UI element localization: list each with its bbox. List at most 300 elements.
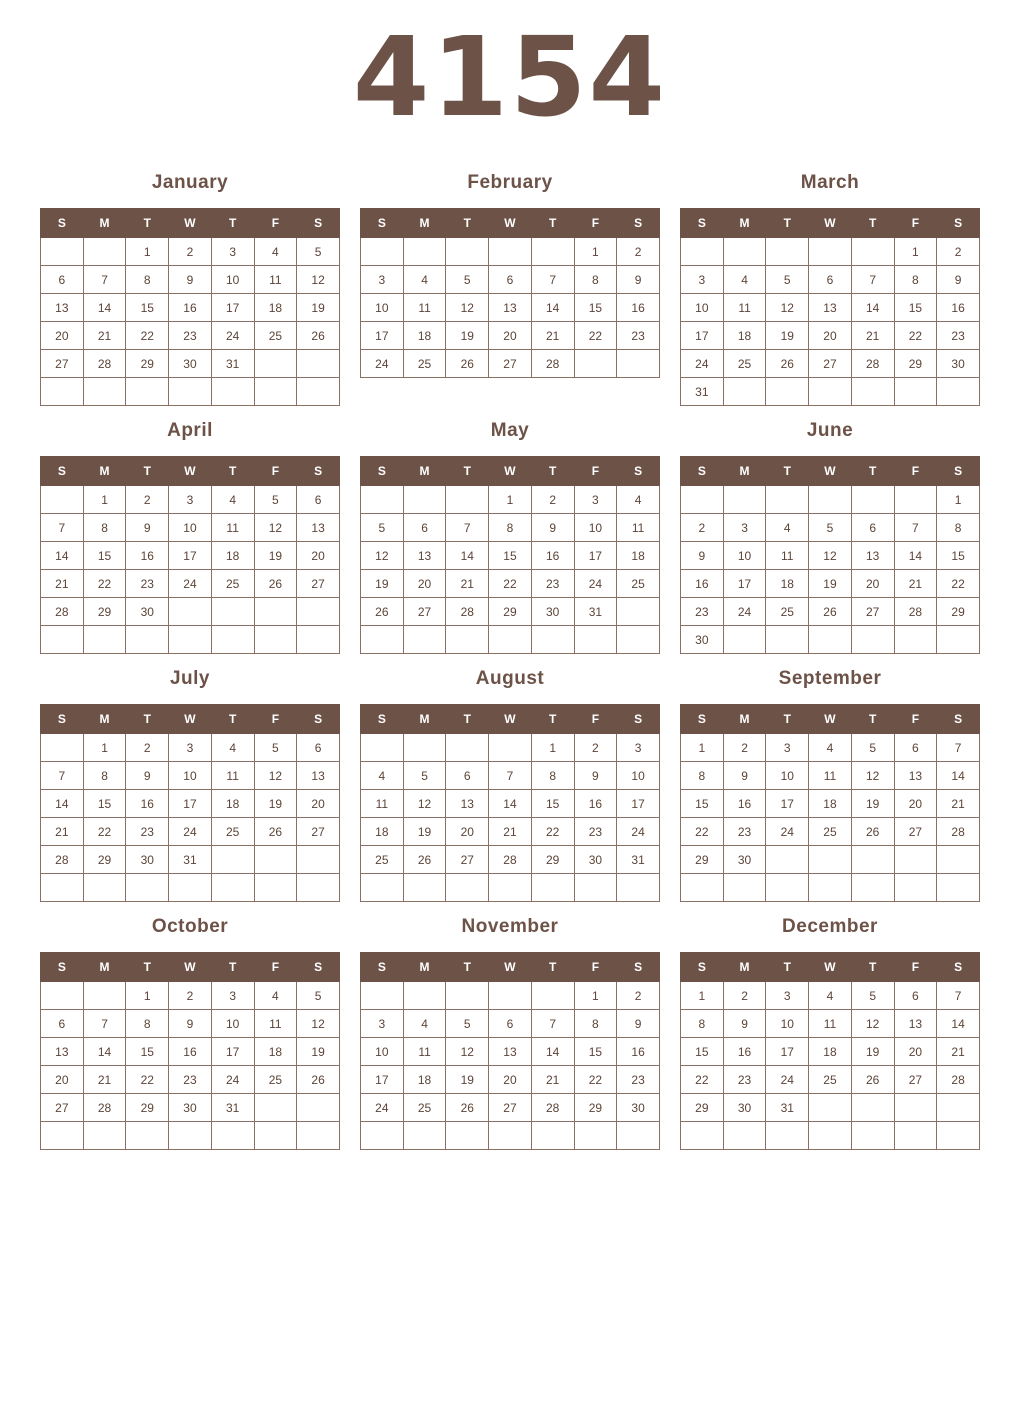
day-cell[interactable]: 21 — [489, 818, 532, 846]
day-cell[interactable]: 16 — [126, 542, 169, 570]
day-cell[interactable]: 24 — [574, 570, 617, 598]
day-cell[interactable]: 6 — [894, 982, 937, 1010]
day-cell[interactable]: 14 — [489, 790, 532, 818]
day-cell[interactable]: 4 — [254, 982, 297, 1010]
day-cell[interactable]: 31 — [211, 350, 254, 378]
day-cell[interactable]: 8 — [574, 1010, 617, 1038]
day-cell[interactable]: 9 — [531, 514, 574, 542]
day-cell[interactable]: 8 — [489, 514, 532, 542]
day-cell[interactable]: 29 — [489, 598, 532, 626]
day-cell[interactable]: 10 — [766, 762, 809, 790]
day-cell[interactable]: 8 — [681, 762, 724, 790]
day-cell[interactable]: 15 — [83, 542, 126, 570]
day-cell[interactable]: 13 — [809, 294, 852, 322]
day-cell[interactable]: 10 — [681, 294, 724, 322]
day-cell[interactable]: 31 — [766, 1094, 809, 1122]
day-cell[interactable]: 6 — [41, 266, 84, 294]
day-cell[interactable]: 9 — [681, 542, 724, 570]
day-cell[interactable]: 13 — [851, 542, 894, 570]
day-cell[interactable]: 30 — [531, 598, 574, 626]
day-cell[interactable]: 4 — [403, 1010, 446, 1038]
day-cell[interactable]: 14 — [937, 1010, 980, 1038]
day-cell[interactable]: 8 — [894, 266, 937, 294]
day-cell[interactable]: 18 — [211, 542, 254, 570]
day-cell[interactable]: 19 — [446, 1066, 489, 1094]
day-cell[interactable]: 6 — [851, 514, 894, 542]
day-cell[interactable]: 17 — [681, 322, 724, 350]
day-cell[interactable]: 8 — [126, 1010, 169, 1038]
day-cell[interactable]: 25 — [723, 350, 766, 378]
day-cell[interactable]: 6 — [41, 1010, 84, 1038]
day-cell[interactable]: 11 — [403, 294, 446, 322]
day-cell[interactable]: 14 — [531, 1038, 574, 1066]
day-cell[interactable]: 18 — [809, 1038, 852, 1066]
day-cell[interactable]: 18 — [211, 790, 254, 818]
day-cell[interactable]: 15 — [126, 1038, 169, 1066]
day-cell[interactable]: 26 — [254, 570, 297, 598]
day-cell[interactable]: 1 — [489, 486, 532, 514]
day-cell[interactable]: 12 — [446, 1038, 489, 1066]
day-cell[interactable]: 2 — [169, 238, 212, 266]
day-cell[interactable]: 12 — [361, 542, 404, 570]
day-cell[interactable]: 2 — [937, 238, 980, 266]
day-cell[interactable]: 2 — [574, 734, 617, 762]
day-cell[interactable]: 11 — [723, 294, 766, 322]
day-cell[interactable]: 25 — [403, 350, 446, 378]
day-cell[interactable]: 2 — [723, 982, 766, 1010]
day-cell[interactable]: 10 — [617, 762, 660, 790]
day-cell[interactable]: 11 — [809, 1010, 852, 1038]
day-cell[interactable]: 14 — [851, 294, 894, 322]
day-cell[interactable]: 7 — [531, 266, 574, 294]
day-cell[interactable]: 13 — [894, 1010, 937, 1038]
day-cell[interactable]: 4 — [809, 982, 852, 1010]
day-cell[interactable]: 26 — [361, 598, 404, 626]
day-cell[interactable]: 20 — [489, 1066, 532, 1094]
day-cell[interactable]: 22 — [574, 322, 617, 350]
day-cell[interactable]: 16 — [169, 1038, 212, 1066]
day-cell[interactable]: 8 — [531, 762, 574, 790]
day-cell[interactable]: 29 — [894, 350, 937, 378]
day-cell[interactable]: 2 — [617, 982, 660, 1010]
day-cell[interactable]: 19 — [446, 322, 489, 350]
day-cell[interactable]: 27 — [403, 598, 446, 626]
day-cell[interactable]: 15 — [531, 790, 574, 818]
day-cell[interactable]: 26 — [809, 598, 852, 626]
day-cell[interactable]: 16 — [531, 542, 574, 570]
day-cell[interactable]: 28 — [83, 1094, 126, 1122]
day-cell[interactable]: 8 — [574, 266, 617, 294]
day-cell[interactable]: 21 — [41, 818, 84, 846]
day-cell[interactable]: 23 — [937, 322, 980, 350]
day-cell[interactable]: 15 — [894, 294, 937, 322]
day-cell[interactable]: 2 — [617, 238, 660, 266]
day-cell[interactable]: 10 — [361, 294, 404, 322]
day-cell[interactable]: 5 — [446, 266, 489, 294]
day-cell[interactable]: 12 — [851, 762, 894, 790]
day-cell[interactable]: 20 — [41, 1066, 84, 1094]
day-cell[interactable]: 16 — [169, 294, 212, 322]
day-cell[interactable]: 7 — [41, 514, 84, 542]
day-cell[interactable]: 23 — [169, 322, 212, 350]
day-cell[interactable]: 29 — [83, 598, 126, 626]
day-cell[interactable]: 30 — [126, 846, 169, 874]
day-cell[interactable]: 6 — [489, 1010, 532, 1038]
day-cell[interactable]: 11 — [211, 514, 254, 542]
day-cell[interactable]: 15 — [574, 294, 617, 322]
day-cell[interactable]: 24 — [169, 570, 212, 598]
day-cell[interactable]: 28 — [531, 1094, 574, 1122]
day-cell[interactable]: 16 — [617, 294, 660, 322]
day-cell[interactable]: 13 — [446, 790, 489, 818]
day-cell[interactable]: 30 — [574, 846, 617, 874]
day-cell[interactable]: 31 — [617, 846, 660, 874]
day-cell[interactable]: 25 — [254, 322, 297, 350]
day-cell[interactable]: 11 — [211, 762, 254, 790]
day-cell[interactable]: 26 — [851, 818, 894, 846]
day-cell[interactable]: 30 — [169, 1094, 212, 1122]
day-cell[interactable]: 4 — [766, 514, 809, 542]
day-cell[interactable]: 6 — [403, 514, 446, 542]
day-cell[interactable]: 13 — [297, 762, 340, 790]
day-cell[interactable]: 25 — [361, 846, 404, 874]
day-cell[interactable]: 31 — [574, 598, 617, 626]
day-cell[interactable]: 25 — [809, 1066, 852, 1094]
day-cell[interactable]: 17 — [169, 790, 212, 818]
day-cell[interactable]: 24 — [211, 1066, 254, 1094]
day-cell[interactable]: 28 — [851, 350, 894, 378]
day-cell[interactable]: 26 — [446, 350, 489, 378]
day-cell[interactable]: 18 — [809, 790, 852, 818]
day-cell[interactable]: 17 — [361, 1066, 404, 1094]
day-cell[interactable]: 17 — [211, 294, 254, 322]
day-cell[interactable]: 7 — [531, 1010, 574, 1038]
day-cell[interactable]: 1 — [574, 238, 617, 266]
day-cell[interactable]: 26 — [403, 846, 446, 874]
day-cell[interactable]: 22 — [681, 1066, 724, 1094]
day-cell[interactable]: 22 — [126, 1066, 169, 1094]
day-cell[interactable]: 19 — [766, 322, 809, 350]
day-cell[interactable]: 24 — [211, 322, 254, 350]
day-cell[interactable]: 18 — [403, 1066, 446, 1094]
day-cell[interactable]: 16 — [723, 1038, 766, 1066]
day-cell[interactable]: 14 — [937, 762, 980, 790]
day-cell[interactable]: 1 — [126, 982, 169, 1010]
day-cell[interactable]: 29 — [681, 846, 724, 874]
day-cell[interactable]: 26 — [446, 1094, 489, 1122]
day-cell[interactable]: 22 — [681, 818, 724, 846]
day-cell[interactable]: 2 — [681, 514, 724, 542]
day-cell[interactable]: 20 — [297, 790, 340, 818]
day-cell[interactable]: 4 — [361, 762, 404, 790]
day-cell[interactable]: 30 — [723, 846, 766, 874]
day-cell[interactable]: 29 — [126, 350, 169, 378]
day-cell[interactable]: 9 — [937, 266, 980, 294]
day-cell[interactable]: 13 — [489, 294, 532, 322]
day-cell[interactable]: 13 — [297, 514, 340, 542]
day-cell[interactable]: 18 — [766, 570, 809, 598]
day-cell[interactable]: 21 — [937, 1038, 980, 1066]
day-cell[interactable]: 25 — [254, 1066, 297, 1094]
day-cell[interactable]: 17 — [169, 542, 212, 570]
day-cell[interactable]: 28 — [41, 846, 84, 874]
day-cell[interactable]: 6 — [446, 762, 489, 790]
day-cell[interactable]: 7 — [41, 762, 84, 790]
day-cell[interactable]: 14 — [446, 542, 489, 570]
day-cell[interactable]: 16 — [617, 1038, 660, 1066]
day-cell[interactable]: 21 — [83, 1066, 126, 1094]
day-cell[interactable]: 12 — [446, 294, 489, 322]
day-cell[interactable]: 1 — [126, 238, 169, 266]
day-cell[interactable]: 9 — [126, 762, 169, 790]
day-cell[interactable]: 29 — [574, 1094, 617, 1122]
day-cell[interactable]: 3 — [211, 238, 254, 266]
day-cell[interactable]: 9 — [169, 266, 212, 294]
day-cell[interactable]: 9 — [723, 762, 766, 790]
day-cell[interactable]: 25 — [617, 570, 660, 598]
day-cell[interactable]: 20 — [41, 322, 84, 350]
day-cell[interactable]: 28 — [446, 598, 489, 626]
day-cell[interactable]: 24 — [723, 598, 766, 626]
day-cell[interactable]: 20 — [489, 322, 532, 350]
day-cell[interactable]: 4 — [617, 486, 660, 514]
day-cell[interactable]: 24 — [617, 818, 660, 846]
day-cell[interactable]: 10 — [574, 514, 617, 542]
day-cell[interactable]: 12 — [254, 514, 297, 542]
day-cell[interactable]: 23 — [126, 570, 169, 598]
day-cell[interactable]: 1 — [681, 982, 724, 1010]
day-cell[interactable]: 25 — [211, 818, 254, 846]
day-cell[interactable]: 27 — [489, 350, 532, 378]
day-cell[interactable]: 18 — [403, 322, 446, 350]
day-cell[interactable]: 1 — [531, 734, 574, 762]
day-cell[interactable]: 15 — [937, 542, 980, 570]
day-cell[interactable]: 9 — [169, 1010, 212, 1038]
day-cell[interactable]: 23 — [723, 1066, 766, 1094]
day-cell[interactable]: 16 — [723, 790, 766, 818]
day-cell[interactable]: 6 — [894, 734, 937, 762]
day-cell[interactable]: 23 — [617, 1066, 660, 1094]
day-cell[interactable]: 5 — [297, 982, 340, 1010]
day-cell[interactable]: 13 — [41, 1038, 84, 1066]
day-cell[interactable]: 3 — [766, 982, 809, 1010]
day-cell[interactable]: 17 — [211, 1038, 254, 1066]
day-cell[interactable]: 3 — [681, 266, 724, 294]
day-cell[interactable]: 27 — [446, 846, 489, 874]
day-cell[interactable]: 26 — [851, 1066, 894, 1094]
day-cell[interactable]: 18 — [617, 542, 660, 570]
day-cell[interactable]: 31 — [681, 378, 724, 406]
day-cell[interactable]: 2 — [126, 486, 169, 514]
day-cell[interactable]: 19 — [254, 542, 297, 570]
day-cell[interactable]: 23 — [681, 598, 724, 626]
day-cell[interactable]: 7 — [446, 514, 489, 542]
day-cell[interactable]: 22 — [83, 818, 126, 846]
day-cell[interactable]: 18 — [361, 818, 404, 846]
day-cell[interactable]: 30 — [126, 598, 169, 626]
day-cell[interactable]: 1 — [894, 238, 937, 266]
day-cell[interactable]: 24 — [361, 350, 404, 378]
day-cell[interactable]: 30 — [937, 350, 980, 378]
day-cell[interactable]: 5 — [766, 266, 809, 294]
day-cell[interactable]: 27 — [894, 818, 937, 846]
day-cell[interactable]: 29 — [681, 1094, 724, 1122]
day-cell[interactable]: 12 — [766, 294, 809, 322]
day-cell[interactable]: 7 — [851, 266, 894, 294]
day-cell[interactable]: 14 — [531, 294, 574, 322]
day-cell[interactable]: 13 — [403, 542, 446, 570]
day-cell[interactable]: 9 — [723, 1010, 766, 1038]
day-cell[interactable]: 20 — [446, 818, 489, 846]
day-cell[interactable]: 30 — [617, 1094, 660, 1122]
day-cell[interactable]: 1 — [83, 486, 126, 514]
day-cell[interactable]: 21 — [41, 570, 84, 598]
day-cell[interactable]: 19 — [297, 1038, 340, 1066]
day-cell[interactable]: 3 — [361, 266, 404, 294]
day-cell[interactable]: 22 — [894, 322, 937, 350]
day-cell[interactable]: 8 — [126, 266, 169, 294]
day-cell[interactable]: 11 — [809, 762, 852, 790]
day-cell[interactable]: 1 — [937, 486, 980, 514]
day-cell[interactable]: 20 — [297, 542, 340, 570]
day-cell[interactable]: 31 — [169, 846, 212, 874]
day-cell[interactable]: 13 — [489, 1038, 532, 1066]
day-cell[interactable]: 23 — [126, 818, 169, 846]
day-cell[interactable]: 4 — [211, 486, 254, 514]
day-cell[interactable]: 26 — [766, 350, 809, 378]
day-cell[interactable]: 15 — [681, 790, 724, 818]
day-cell[interactable]: 3 — [361, 1010, 404, 1038]
day-cell[interactable]: 23 — [723, 818, 766, 846]
day-cell[interactable]: 9 — [126, 514, 169, 542]
day-cell[interactable]: 19 — [361, 570, 404, 598]
day-cell[interactable]: 20 — [809, 322, 852, 350]
day-cell[interactable]: 5 — [809, 514, 852, 542]
day-cell[interactable]: 24 — [766, 1066, 809, 1094]
day-cell[interactable]: 11 — [766, 542, 809, 570]
day-cell[interactable]: 27 — [297, 818, 340, 846]
day-cell[interactable]: 13 — [41, 294, 84, 322]
day-cell[interactable]: 22 — [937, 570, 980, 598]
day-cell[interactable]: 29 — [531, 846, 574, 874]
day-cell[interactable]: 17 — [723, 570, 766, 598]
day-cell[interactable]: 4 — [403, 266, 446, 294]
day-cell[interactable]: 19 — [809, 570, 852, 598]
day-cell[interactable]: 15 — [681, 1038, 724, 1066]
day-cell[interactable]: 21 — [83, 322, 126, 350]
day-cell[interactable]: 17 — [617, 790, 660, 818]
day-cell[interactable]: 27 — [809, 350, 852, 378]
day-cell[interactable]: 28 — [894, 598, 937, 626]
day-cell[interactable]: 21 — [446, 570, 489, 598]
day-cell[interactable]: 23 — [169, 1066, 212, 1094]
day-cell[interactable]: 27 — [489, 1094, 532, 1122]
day-cell[interactable]: 7 — [937, 734, 980, 762]
day-cell[interactable]: 5 — [851, 734, 894, 762]
day-cell[interactable]: 3 — [211, 982, 254, 1010]
day-cell[interactable]: 24 — [681, 350, 724, 378]
day-cell[interactable]: 11 — [254, 266, 297, 294]
day-cell[interactable]: 28 — [489, 846, 532, 874]
day-cell[interactable]: 12 — [851, 1010, 894, 1038]
day-cell[interactable]: 5 — [254, 486, 297, 514]
day-cell[interactable]: 25 — [809, 818, 852, 846]
day-cell[interactable]: 18 — [254, 294, 297, 322]
day-cell[interactable]: 2 — [723, 734, 766, 762]
day-cell[interactable]: 23 — [617, 322, 660, 350]
day-cell[interactable]: 11 — [254, 1010, 297, 1038]
day-cell[interactable]: 16 — [126, 790, 169, 818]
day-cell[interactable]: 3 — [169, 486, 212, 514]
day-cell[interactable]: 10 — [169, 514, 212, 542]
day-cell[interactable]: 15 — [489, 542, 532, 570]
day-cell[interactable]: 20 — [894, 1038, 937, 1066]
day-cell[interactable]: 5 — [254, 734, 297, 762]
day-cell[interactable]: 14 — [83, 1038, 126, 1066]
day-cell[interactable]: 5 — [361, 514, 404, 542]
day-cell[interactable]: 10 — [169, 762, 212, 790]
day-cell[interactable]: 14 — [894, 542, 937, 570]
day-cell[interactable]: 3 — [617, 734, 660, 762]
day-cell[interactable]: 16 — [681, 570, 724, 598]
day-cell[interactable]: 6 — [297, 486, 340, 514]
day-cell[interactable]: 21 — [531, 322, 574, 350]
day-cell[interactable]: 14 — [41, 790, 84, 818]
day-cell[interactable]: 29 — [126, 1094, 169, 1122]
day-cell[interactable]: 17 — [766, 790, 809, 818]
day-cell[interactable]: 26 — [254, 818, 297, 846]
day-cell[interactable]: 4 — [723, 266, 766, 294]
day-cell[interactable]: 7 — [489, 762, 532, 790]
day-cell[interactable]: 11 — [617, 514, 660, 542]
day-cell[interactable]: 16 — [574, 790, 617, 818]
day-cell[interactable]: 12 — [403, 790, 446, 818]
day-cell[interactable]: 17 — [766, 1038, 809, 1066]
day-cell[interactable]: 27 — [41, 350, 84, 378]
day-cell[interactable]: 3 — [723, 514, 766, 542]
day-cell[interactable]: 3 — [169, 734, 212, 762]
day-cell[interactable]: 6 — [489, 266, 532, 294]
day-cell[interactable]: 25 — [766, 598, 809, 626]
day-cell[interactable]: 9 — [574, 762, 617, 790]
day-cell[interactable]: 2 — [169, 982, 212, 1010]
day-cell[interactable]: 6 — [297, 734, 340, 762]
day-cell[interactable]: 8 — [937, 514, 980, 542]
day-cell[interactable]: 14 — [41, 542, 84, 570]
day-cell[interactable]: 7 — [894, 514, 937, 542]
day-cell[interactable]: 4 — [809, 734, 852, 762]
day-cell[interactable]: 22 — [531, 818, 574, 846]
day-cell[interactable]: 2 — [531, 486, 574, 514]
day-cell[interactable]: 21 — [851, 322, 894, 350]
day-cell[interactable]: 30 — [723, 1094, 766, 1122]
day-cell[interactable]: 28 — [41, 598, 84, 626]
day-cell[interactable]: 8 — [681, 1010, 724, 1038]
day-cell[interactable]: 4 — [254, 238, 297, 266]
day-cell[interactable]: 9 — [617, 266, 660, 294]
day-cell[interactable]: 16 — [937, 294, 980, 322]
day-cell[interactable]: 1 — [681, 734, 724, 762]
day-cell[interactable]: 12 — [297, 1010, 340, 1038]
day-cell[interactable]: 10 — [211, 266, 254, 294]
day-cell[interactable]: 12 — [809, 542, 852, 570]
day-cell[interactable]: 21 — [894, 570, 937, 598]
day-cell[interactable]: 15 — [126, 294, 169, 322]
day-cell[interactable]: 7 — [937, 982, 980, 1010]
day-cell[interactable]: 11 — [403, 1038, 446, 1066]
day-cell[interactable]: 22 — [574, 1066, 617, 1094]
day-cell[interactable]: 5 — [851, 982, 894, 1010]
